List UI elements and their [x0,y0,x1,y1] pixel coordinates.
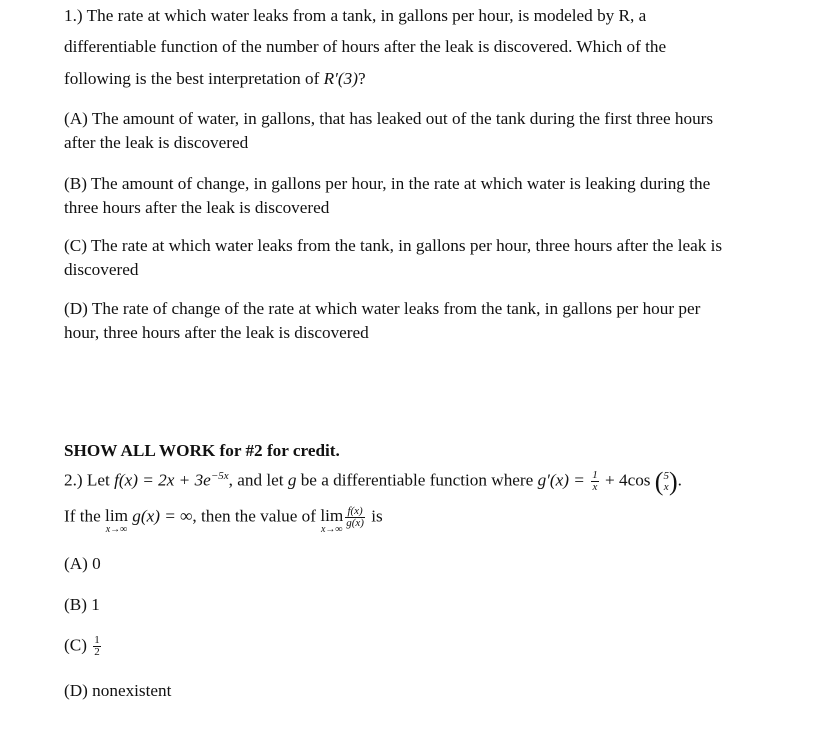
binom-top: 5 [663,469,669,482]
q1-line-2: differentiable function of the number of hours after the leak is discovered. Which of the [64,37,667,56]
lim-word-2: lim [320,506,344,526]
lim-subscript: x→∞ [105,524,128,536]
q1-choice-d-line-2: hour, three hours after the leak is discovered [64,323,369,342]
q1-choice-a-line-2: after the leak is discovered [64,133,249,152]
right-paren: ) [668,466,678,496]
q2-choice-a: (A) 0 [64,554,101,573]
q2-limit-1 [105,506,128,536]
q2-is: is [366,506,383,526]
frac3-denominator: 2 [94,646,100,658]
lim-word: lim [105,506,128,526]
frac-denominator: x [592,481,598,494]
q2-exponent: −5x [210,470,229,482]
q1-choice-a-line-1: (A) The amount of water, in gallons, that has leaked out of the tank during the first three hours [64,109,714,128]
q2-line-1 [64,466,682,496]
q2-choice-c-label: (C) [64,635,92,655]
q1-choice-b-line-1: (B) The amount of change, in gallons per hour, in the rate at which water is leaking during the [64,174,711,193]
q1-choice-d-line-1: (D) The rate of change of the rate at which water leaks from the tank, in gallons per hour per [64,299,701,318]
q2-limit-expression: g(x) = ∞ [127,506,193,526]
q1-choice-c-line-2: discovered [64,260,139,279]
q2-choice-c-fraction [93,635,101,658]
q2-if-the: If the [64,506,106,526]
q2-fraction-1-over-x [591,470,599,493]
q2-then-value: , then the value of [192,506,321,526]
binom-bottom: x [663,480,669,493]
frac2-numerator: f(x) [345,506,365,518]
q1-line-3-end: ? [357,69,366,88]
q2-g-symbol: g [287,470,297,490]
left-paren: ( [654,466,664,496]
q1-choice-b-line-2: three hours after the leak is discovered [64,198,330,217]
q2-line-1-end: . [677,470,682,490]
frac2-denominator: g(x) [346,517,364,529]
q2-plus-cos: + 4cos [600,470,655,490]
q2-choice-d: (D) nonexistent [64,681,172,700]
q2-instruction-heading: SHOW ALL WORK for #2 for credit. [64,441,340,460]
frac3-numerator: 1 [94,634,100,646]
q1-choice-c-line-1: (C) The rate at which water leaks from the tank, in gallons per hour, three hours after the leak is [64,236,723,255]
lim-subscript-2: x→∞ [320,524,343,536]
q2-intro: 2.) Let [64,470,115,490]
q2-text-mid-2: be a differentiable function where [296,470,538,490]
q2-g-prime: g′(x) = [537,470,590,490]
q2-line-2 [64,505,383,536]
q2-choice-c [64,635,103,658]
q2-fraction-f-over-g [345,506,365,529]
q1-line-3-text: following is the best interpretation of [64,69,324,88]
q2-limit-2 [320,506,344,536]
q2-f-definition: f(x) = 2x + 3e [114,470,211,490]
q2-text-mid: , and let [228,470,288,490]
q1-line-3 [64,69,366,89]
q1-derivative-expression: R′(3) [323,69,358,88]
frac-numerator: 1 [592,469,598,482]
q1-line-1: 1.) The rate at which water leaks from a tank, in gallons per hour, is modeled by R, a [64,6,647,25]
q2-choice-b: (B) 1 [64,595,100,614]
